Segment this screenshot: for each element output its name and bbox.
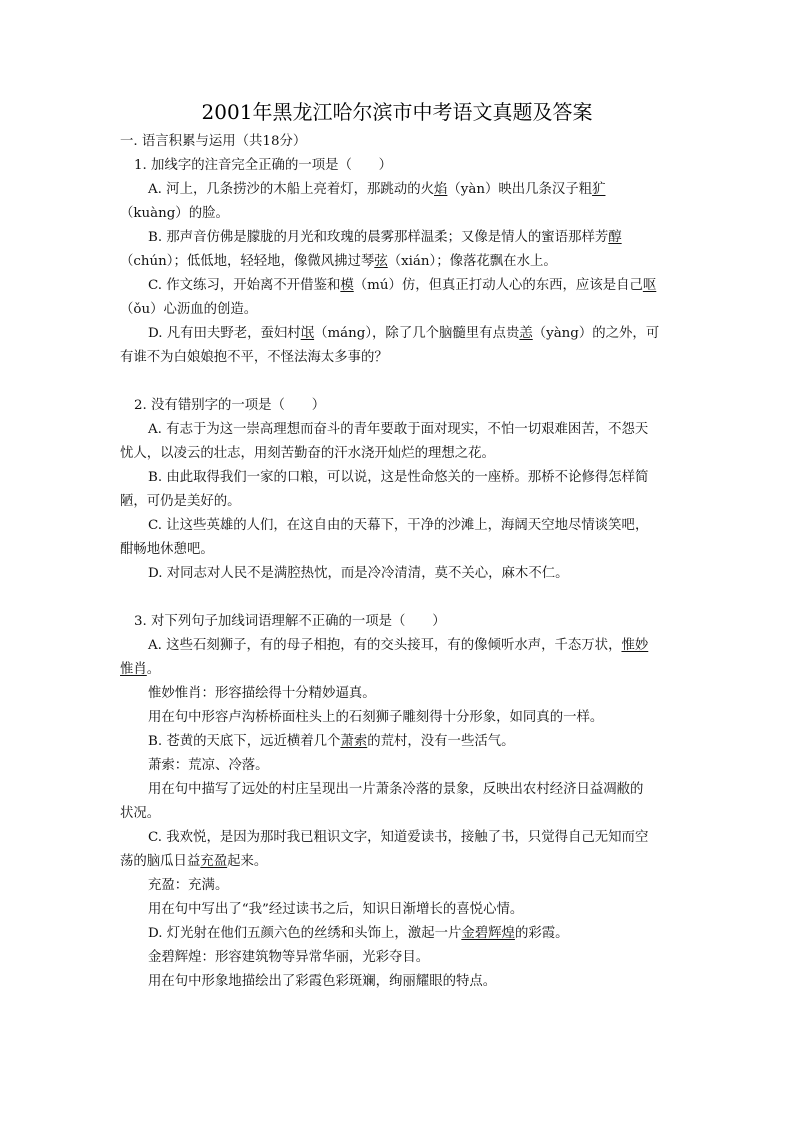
question-3-option-a-cont: 惟肖。 bbox=[120, 662, 161, 677]
question-1-stem: 1. 加线字的注音完全正确的一项是（ ） bbox=[134, 158, 393, 173]
question-3-stem: 3. 对下列句子加线词语理解不正确的一项是（ ） bbox=[134, 614, 446, 629]
question-1-option-d: D. 凡有田夫野老，蚕妇村氓（máng），除了几个脑髓里有点贵恙（yàng）的之外，可 bbox=[148, 326, 660, 341]
question-2-option-c-cont: 酣畅地休憩吧。 bbox=[120, 542, 214, 557]
question-2-option-b-cont: 陋，可仍是美好的。 bbox=[120, 494, 241, 509]
question-3-option-a: A. 这些石刻狮子，有的母子相抱，有的交头接耳，有的像倾听水声，千态万状，惟妙 bbox=[148, 638, 649, 653]
question-3-c-definition: 充盈：充满。 bbox=[148, 878, 229, 893]
question-3-a-usage: 用在句中形容卢沟桥桥面柱头上的石刻狮子雕刻得十分形象，如同真的一样。 bbox=[148, 710, 604, 725]
question-2-option-a-cont: 忧人，以凌云的壮志，用刻苦勤奋的汗水浇开灿烂的理想之花。 bbox=[120, 446, 495, 461]
question-3-option-b: B. 苍黄的天底下，远近横着几个萧索的荒村，没有一些活气。 bbox=[148, 734, 515, 749]
spacer bbox=[120, 586, 675, 610]
question-3-d-usage: 用在句中形象地描绘出了彩霞色彩斑斓，绚丽耀眼的特点。 bbox=[148, 974, 497, 989]
question-1-option-a: A. 河上，几条捞沙的木船上亮着灯，那跳动的火焰（yàn）映出几条汉子粗犷 bbox=[148, 182, 606, 197]
question-2-stem: 2. 没有错别字的一项是（ ） bbox=[134, 398, 326, 413]
question-3-d-definition: 金碧辉煌：形容建筑物等异常华丽，光彩夺目。 bbox=[148, 950, 430, 965]
question-1-option-b-cont: （chún）；低低地，轻轻地，像微风拂过琴弦（xián）；像落花飘在水上。 bbox=[120, 254, 557, 269]
document-body bbox=[120, 130, 675, 994]
section-heading: 一. 语言积累与运用（共18分） bbox=[120, 134, 307, 149]
question-3-b-usage: 用在句中描写了远处的村庄呈现出一片萧条冷落的景象，反映出农村经济日益凋敝的 bbox=[148, 782, 644, 797]
question-3-b-definition: 萧索：荒凉、冷落。 bbox=[148, 758, 269, 773]
question-2-option-c: C. 让这些英雄的人们，在这自由的天幕下，干净的沙滩上，海阔天空地尽情谈笑吧， bbox=[148, 518, 649, 533]
question-1-option-a-cont: （kuàng）的脸。 bbox=[120, 206, 229, 221]
question-3-option-c-cont: 荡的脑瓜日益充盈起来。 bbox=[120, 854, 268, 869]
question-2-option-a: A. 有志于为这一崇高理想而奋斗的青年要敢于面对现实，不怕一切艰难困苦，不怨天 bbox=[148, 422, 649, 437]
question-3-b-usage-cont: 状况。 bbox=[120, 806, 161, 821]
question-2-option-d: D. 对同志对人民不是满腔热忱，而是冷冷清清，莫不关心，麻木不仁。 bbox=[148, 566, 569, 581]
question-1-option-d-cont: 有谁不为白娘娘抱不平，不怪法海太多事的？ bbox=[120, 350, 388, 365]
question-3-option-c: C. 我欢悦，是因为那时我已粗识文字，知道爱读书，接触了书，只觉得自己无知而空 bbox=[148, 830, 649, 845]
question-2-option-b: B. 由此取得我们一家的口粮，可以说，这是性命悠关的一座桥。那桥不论修得怎样简 bbox=[148, 470, 649, 485]
page-title: 2001年黑龙江哈尔滨市中考语文真题及答案 bbox=[201, 100, 593, 124]
question-3-c-usage: 用在句中写出了“我”经过读书之后，知识日渐增长的喜悦心情。 bbox=[148, 902, 524, 917]
spacer bbox=[120, 370, 675, 394]
question-3-a-definition: 惟妙惟肖：形容描绘得十分精妙逼真。 bbox=[148, 686, 376, 701]
question-1-option-c-cont: （ǒu）心沥血的创造。 bbox=[120, 302, 258, 317]
question-1-option-c: C. 作文练习，开始离不开借鉴和模（mú）仿，但真正打动人心的东西，应该是自己呕 bbox=[148, 278, 657, 293]
question-3-option-d: D. 灯光射在他们五颜六色的丝绣和头饰上，激起一片金碧辉煌的彩霞。 bbox=[148, 926, 569, 941]
question-1-option-b: B. 那声音仿佛是朦胧的月光和玫瑰的晨雾那样温柔；又像是情人的蜜语那样芳醇 bbox=[148, 230, 622, 245]
